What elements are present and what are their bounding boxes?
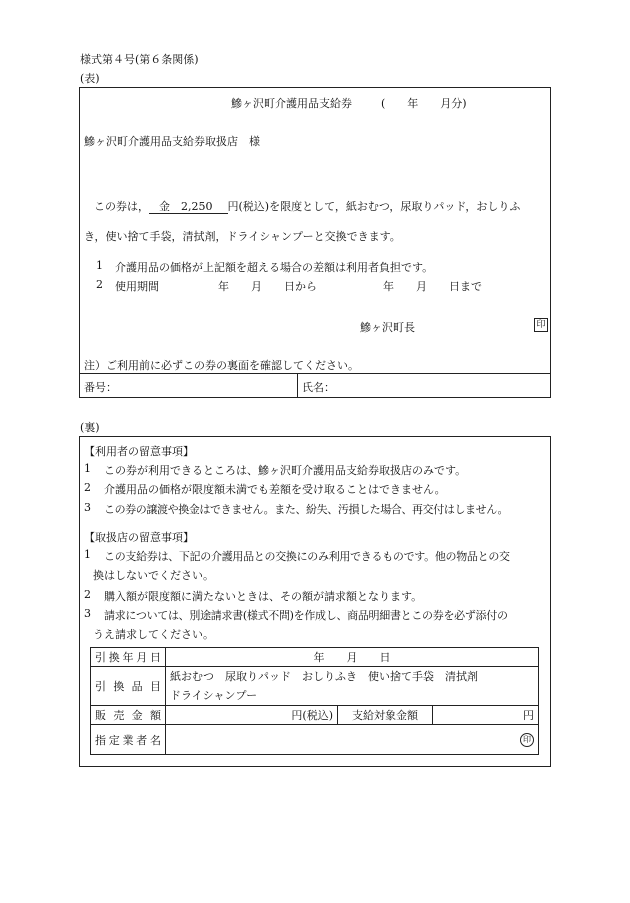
- note-1-number: 1: [96, 259, 103, 272]
- store-note-3-number: 3: [84, 607, 91, 620]
- form-number: 様式第４号(第６条関係): [80, 53, 199, 66]
- front-footer-separator: [297, 373, 298, 398]
- front-footer-divider: [79, 373, 551, 374]
- store-note-1-number: 1: [84, 548, 91, 561]
- body-prefix: この券は，: [94, 200, 149, 213]
- ticket-period: ( 年 月分): [381, 97, 467, 110]
- back-side-label: (裏): [80, 421, 100, 434]
- amount-row: [91, 706, 539, 725]
- store-note-3-line-2: うえ請求してください。: [93, 628, 214, 641]
- note-1-text: 介護用品の価格が上記額を超える場合の差額は利用者負担です。: [115, 261, 434, 274]
- user-note-2-number: 2: [84, 481, 91, 494]
- store-note-2-text: 購入額が限度額に満たないときは、その額が請求額となります。: [104, 590, 423, 603]
- addressee: 鰺ヶ沢町介護用品支給券取扱店 様: [84, 135, 260, 148]
- note-2-label: 使用期間: [115, 280, 159, 293]
- store-note-3-line-1: 請求については、別途請求書(様式不問)を作成し、商品明細書とこの券を必ず添付の: [104, 609, 508, 622]
- target-amount-value: 円: [433, 706, 539, 725]
- caution-note: 注）ご利用前に必ずこの券の裏面を確認してください。: [84, 359, 359, 372]
- exchange-items-cell: [166, 667, 539, 706]
- exchange-items-label: 引換品目: [95, 680, 161, 693]
- body-line-2: き，使い捨て手袋，清拭剤，ドライシャンプーと交換できます。: [84, 230, 401, 243]
- note-2-number: 2: [96, 278, 103, 291]
- store-notes-header: 【取扱店の留意事項】: [84, 531, 194, 544]
- user-note-1-number: 1: [84, 462, 91, 475]
- user-note-2-text: 介護用品の価格が限度額未満でも差額を受け取ることはできません。: [104, 483, 446, 496]
- sales-amount-label: 販売金額: [95, 709, 161, 722]
- body-amount: 金 2,250: [149, 200, 228, 214]
- sales-amount-value: 円(税込): [166, 706, 338, 725]
- mayor-seal-icon: 印: [534, 318, 548, 332]
- name-label: 氏名：: [302, 381, 335, 394]
- store-note-1-line-1: この支給券は、下記の介護用品との交換にのみ利用できるものです。他の物品との交: [104, 550, 510, 563]
- vendor-label-cell: [91, 725, 166, 755]
- exchange-items-line-2: ドライシャンプー: [170, 689, 258, 702]
- vendor-row: [91, 725, 539, 755]
- exchange-items-label-cell: [91, 667, 166, 706]
- user-note-3-number: 3: [84, 501, 91, 514]
- vendor-label: 指定業者名: [95, 733, 161, 747]
- exchange-items-line-1: 紙おむつ 尿取りパッド おしりふき 使い捨て手袋 清拭剤: [170, 670, 478, 683]
- user-note-1-text: この券が利用できるところは、鰺ヶ沢町介護用品支給券取扱店のみです。: [104, 464, 467, 477]
- ticket-title: 鰺ヶ沢町介護用品支給券: [231, 97, 352, 110]
- exchange-date-label-cell: [91, 648, 166, 667]
- store-note-1-line-2: 換はしないでください。: [93, 569, 214, 582]
- body-rest-1: 円(税込)を限度として，紙おむつ，尿取りパッド，おしりふ: [227, 200, 521, 213]
- target-amount-label: 支給対象金額: [338, 706, 433, 725]
- user-note-3-text: この券の譲渡や換金はできません。また、紛失、汚損した場合、再交付はしません。: [104, 503, 509, 516]
- user-notes-header: 【利用者の留意事項】: [84, 445, 194, 458]
- body-line-1: [94, 198, 520, 214]
- number-label: 番号：: [84, 381, 117, 394]
- mayor-title: 鰺ヶ沢町長: [360, 321, 415, 334]
- vendor-seal-icon: 印: [520, 733, 534, 747]
- period-from: 年 月 日から: [218, 280, 317, 293]
- sales-amount-label-cell: [91, 706, 166, 725]
- store-note-2-number: 2: [84, 588, 91, 601]
- exchange-date-value: 年 月 日: [166, 648, 539, 667]
- vendor-cell: [166, 725, 539, 755]
- exchange-date-label: 引換年月日: [95, 651, 161, 664]
- exchange-items-row: [91, 667, 539, 706]
- exchange-date-row: [91, 648, 539, 667]
- period-to: 年 月 日まで: [383, 280, 482, 293]
- exchange-table: [90, 647, 539, 755]
- front-side-label: (表): [80, 72, 100, 85]
